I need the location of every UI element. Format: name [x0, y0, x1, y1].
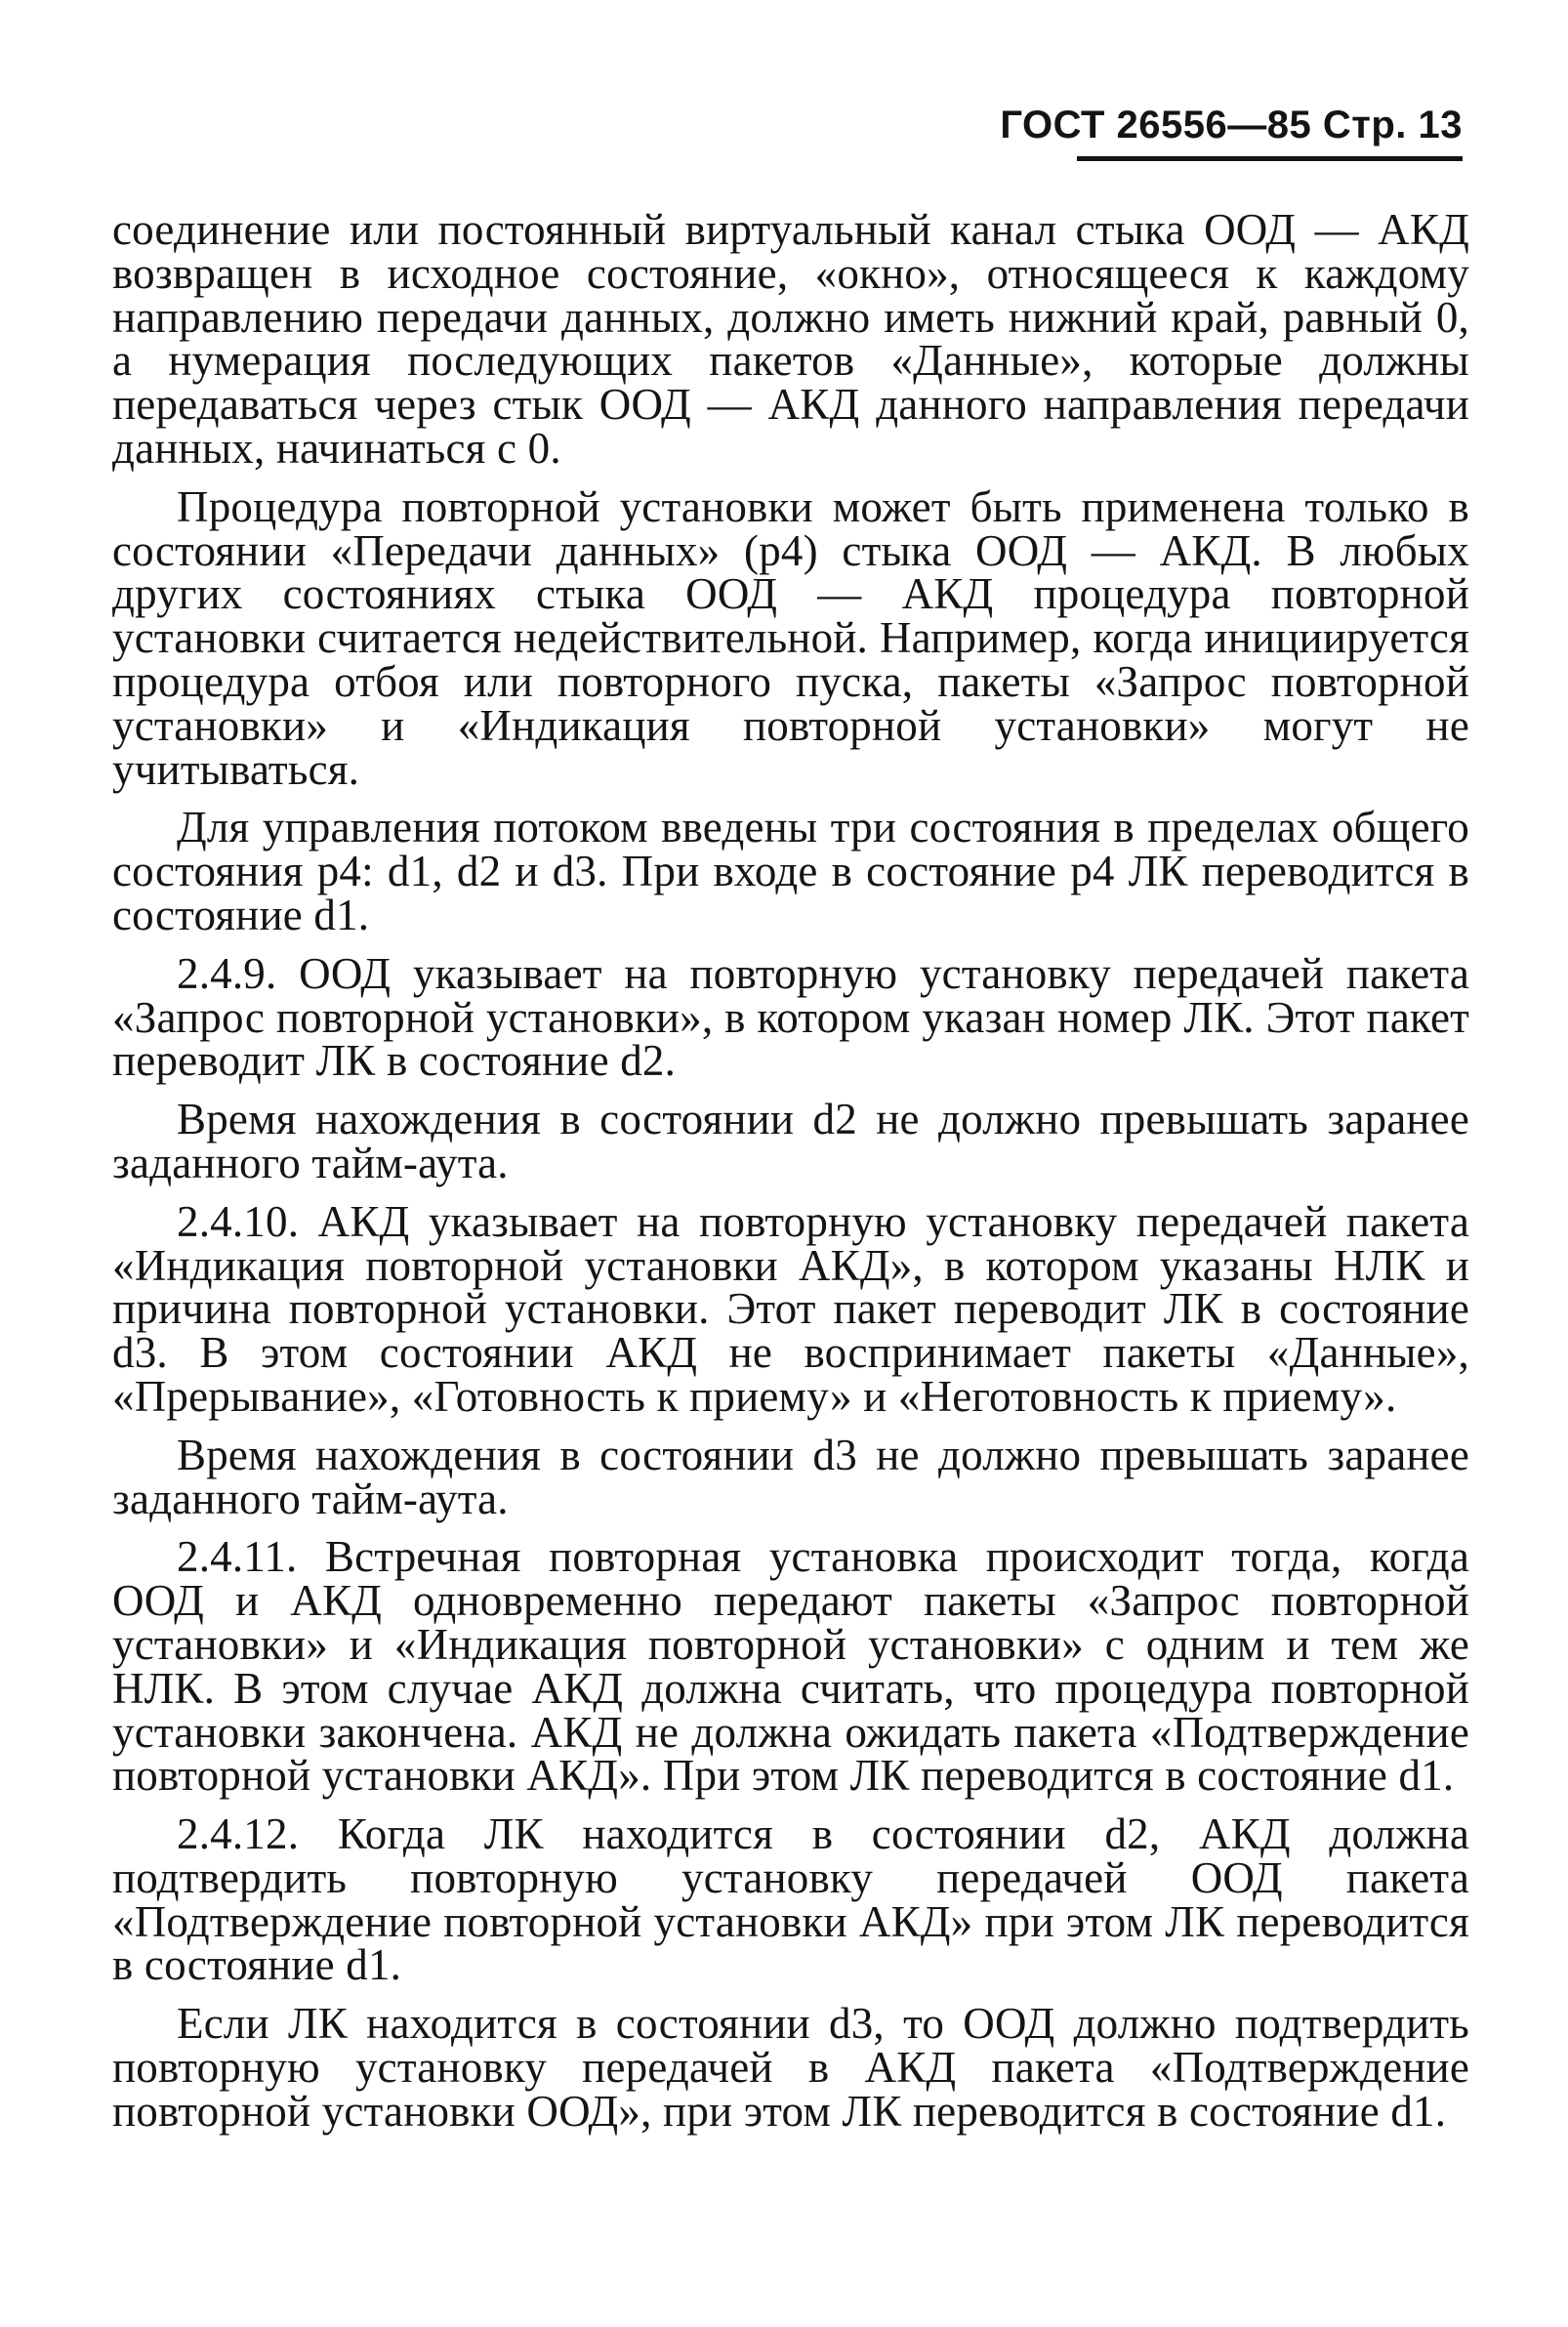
document-body	[112, 205, 1469, 2148]
paragraph-2-4-12: 2.4.12. Когда ЛК находится в состоянии d2, АКД должна подтвердить повторную установку передачей ООД пакета «Подтверждение повторной установки АКД» при этом ЛК переводится в состояние d1.	[112, 1809, 1469, 1990]
header-rule	[1077, 156, 1463, 161]
paragraph-2-4-11: 2.4.11. Встречная повторная установка происходит тогда, когда ООД и АКД одновременно передают пакеты «Запрос повторной установки» и «Индикация повторной установки» с одним и тем же НЛК. В этом случае АКД должна считать, что процедура повторной установки закончена. АКД не должна ожидать пакета «Подтверждение повторной установки АКД». При этом ЛК переводится в состояние d1.	[112, 1532, 1469, 1801]
page-header: ГОСТ 26556—85 Стр. 13	[1000, 104, 1463, 146]
paragraph-2-4-9: 2.4.9. ООД указывает на повторную установку передачей пакета «Запрос повторной установки», в котором указан номер ЛК. Этот пакет переводит ЛК в состояние d2.	[112, 948, 1469, 1086]
paragraph-d3-timeout: Время нахождения в состоянии d3 не должно превышать заранее заданного тайм-аута.	[112, 1430, 1469, 1523]
paragraph-continuation: соединение или постоянный виртуальный канал стыка ООД — АКД возвращен в исходное состояние, «окно», относящееся к каждому направлению передачи данных, должно иметь нижний край, равный 0, а нумерация последующих пакетов «Данные», которые должны передаваться через стык ООД — АКД данного направления передачи данных, начинаться с 0.	[112, 205, 1469, 473]
paragraph-d2-timeout: Время нахождения в состоянии d2 не должно превышать заранее заданного тайм-аута.	[112, 1095, 1469, 1187]
paragraph-flow-control-states: Для управления потоком введены три состояния в пределах общего состояния р4: d1, d2 и d3. При входе в состояние р4 ЛК переводится в состояние d1.	[112, 803, 1469, 939]
paragraph-2-4-10: 2.4.10. АКД указывает на повторную установку передачей пакета «Индикация повторной установки АКД», в котором указаны НЛК и причина повторной установки. Этот пакет переводит ЛК в состояние d3. В этом состоянии АКД не воспринимает пакеты «Данные», «Прерывание», «Готовность к приему» и «Неготовность к приему».	[112, 1196, 1469, 1421]
paragraph-d3-confirmation: Если ЛК находится в состоянии d3, то ООД должно подтвердить повторную установку передачей в АКД пакета «Подтверждение повторной установки ООД», при этом ЛК переводится в состояние d1.	[112, 1999, 1469, 2136]
paragraph-reset-procedure: Процедура повторной установки может быть применена только в состоянии «Передачи данных» (р4) стыка ООД — АКД. В любых других состояниях стыка ООД — АКД процедура повторной установки считается недействительной. Например, когда инициируется процедура отбоя или повторного пуска, пакеты «Запрос повторной установки» и «Индикация повторной установки» могут не учитываться.	[112, 481, 1469, 794]
